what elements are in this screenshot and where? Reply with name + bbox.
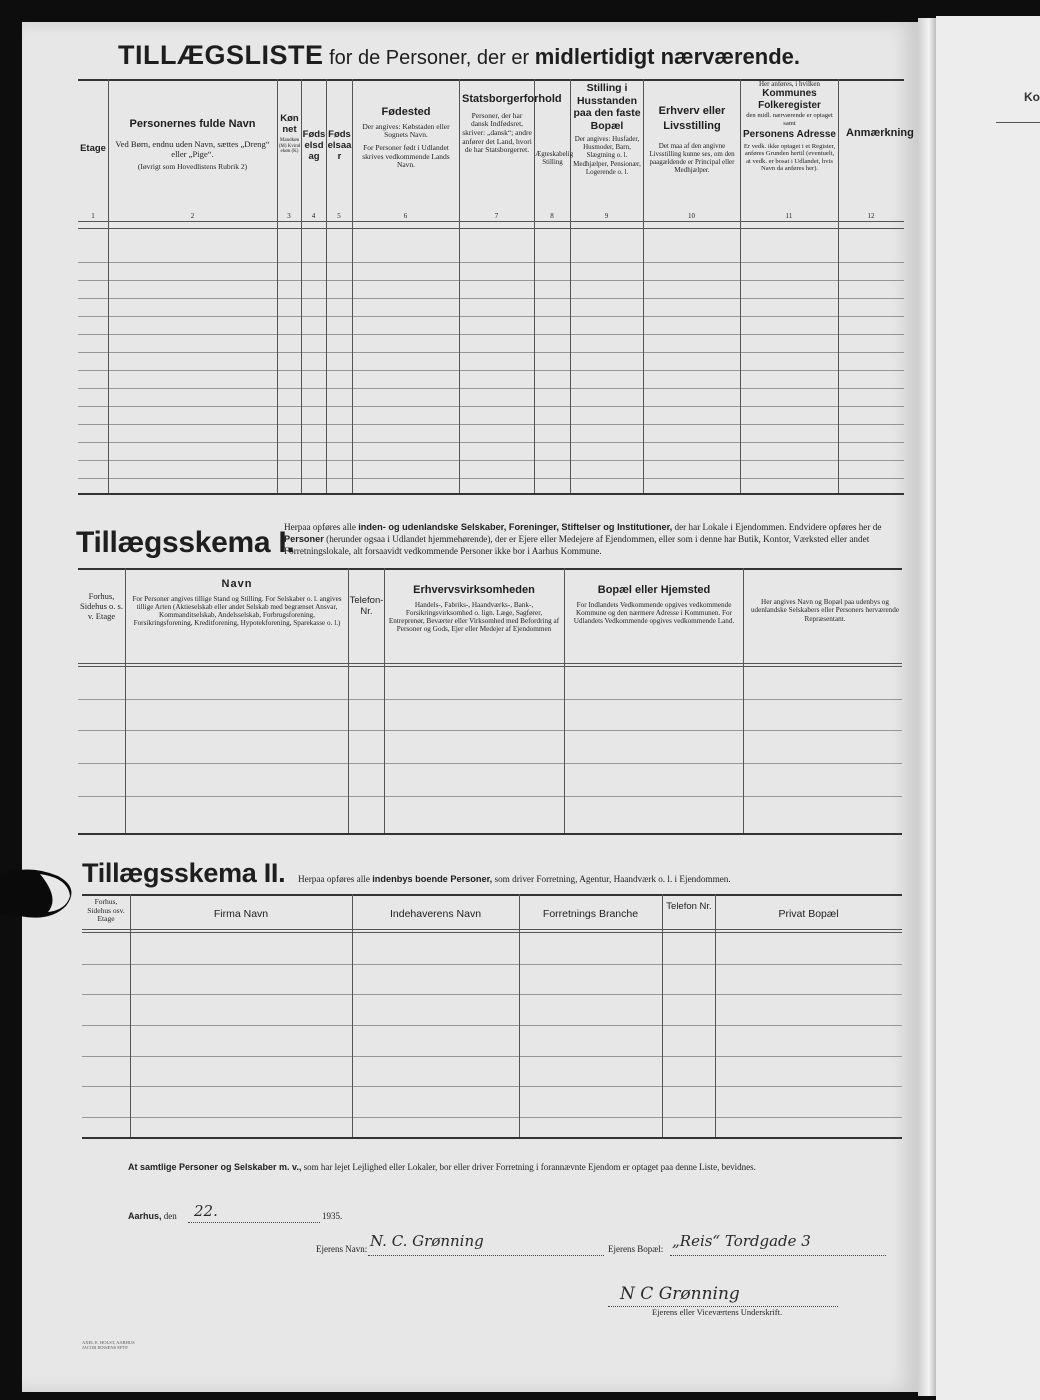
col-number: 1 [91, 212, 95, 220]
book-spine [918, 18, 936, 1396]
date-handwritten[interactable]: 22. [194, 1202, 218, 1220]
col-header-remarks: Anmærkning [846, 127, 914, 139]
form-page [22, 22, 918, 1392]
owner-name-handwritten[interactable]: N. C. Grønning [370, 1232, 484, 1250]
owner-address-handwritten[interactable]: „Reis“ Tordgade 3 [672, 1232, 811, 1250]
s1-header-residence: Bopæl eller Hjemsted For Indlandets Vedkommende opgives vedkommende Kommune og den nærmere Adresse i Kommunen. For Udlandets Vedkommende opgives vedkommende Land. [573, 584, 735, 626]
col-header-gender: Kønnet Mandkøn (M) Kvindekøn (K) [278, 113, 301, 155]
col-number: 8 [550, 212, 554, 220]
s2-header-owner-name: Indehaverens Navn [389, 908, 482, 920]
date-line: Aarhus, den [128, 1211, 177, 1221]
s2-header-firm-name: Firma Navn [213, 908, 269, 920]
col-header-full-name: Personernes fulde Navn Ved Børn, endnu uden Navn, sættes „Dreng“ eller „Pige“. (Iøvrigt som Hovedlistens Rubrik 2) [115, 118, 270, 172]
schedule-1-body[interactable] [125, 666, 902, 833]
col-header-birthplace: Fødested Der angives: Købstaden eller Sognets Navn. For Personer født i Udlandet skrives vedkommende Lands Navn. [362, 106, 450, 170]
owner-name-label: Ejerens Navn: [316, 1244, 368, 1254]
s1-header-name: Navn For Personer angives tillige Stand og Stilling. For Selskaber o. l. angives tillige Arten (Aktieselskab eller andet Selskab med begrænset Ansvar, Kommanditselskab, Andelsselskab, Forbrugsforening, Forsikringsforening, Kreditforening, Hypotekforening, Sparekasse o. l.) [132, 578, 342, 628]
owner-address-label: Ejerens Bopæl: [608, 1244, 664, 1254]
s1-header-business: Erhvervsvirksomheden Handels-, Fabriks-, Haandværks-, Bank-, Forsikringsvirksomhed o. lign. Læge, Sagfører, Entreprenør, Beværter eller Virksomhed med Befordring af Personer og Gods, Ejer eller Medejer af Ejendommen [388, 584, 560, 634]
s2-header-floor: Forhus, Sidehus osv. Etage [87, 897, 125, 924]
s2-header-private-address: Privat Bopæl [778, 908, 839, 920]
col-number: 2 [190, 212, 195, 220]
page-title [118, 40, 918, 71]
attestation-text: At samtlige Personer og Selskaber m. v., som har lejet Lejlighed eller Lokaler, bor eller driver Forretning i forannævnte Ejendom er optaget paa denne Liste, bevidnes. [128, 1162, 756, 1172]
schedule-2-title: Tillægsskema II. [82, 858, 286, 888]
thumb-holding-page [0, 866, 80, 922]
s2-header-phone: Telefon Nr. [666, 901, 712, 912]
col-number: 6 [403, 212, 408, 220]
signature-handwritten[interactable]: N C Grønning [620, 1284, 740, 1304]
schedule-2-body[interactable] [130, 932, 902, 1137]
col-header-address: Her anføres, i hvilken Kommunes Folkeregister den midl. nærværende er optaget samt Personens Adresse Er vedk. ikke optaget i et Register, anføres Grunden hertil (eventuelt, at vedk. er bosat i Udlandet, hvis Navn da anføres her). [742, 80, 836, 173]
title-strong: midlertidigt nærværende. [534, 44, 801, 69]
signature-label: Ejerens eller Viceværtens Underskrift. [652, 1307, 783, 1317]
title-main: TILLÆGSLISTE [118, 40, 324, 70]
col-number: 9 [604, 212, 609, 220]
schedule-2-intro: Herpaa opføres alle indenbys boende Personer, som driver Forretning, Agentur, Haandværk o. l. i Ejendommen. [298, 874, 731, 884]
year-label: 1935. [322, 1211, 343, 1221]
col-number: 4 [311, 212, 316, 220]
s2-header-branch: Forretnings Branche [542, 908, 639, 920]
s1-header-floor: Forhus, Sidehus o. s. v. Etage [80, 591, 123, 621]
col-header-birthyear: Fødselsaar [327, 129, 352, 162]
col-header-marital-status: Ægteskabelig Stilling [535, 150, 574, 167]
col-number: 11 [785, 212, 793, 220]
col-number: 10 [688, 212, 695, 220]
col-header-citizenship: Statsborgerforhold Personer, der har dansk Indfødsret, skriver: „dansk“; andre anfører det Land, hvori de har Statsborgerret. [462, 93, 562, 155]
s1-header-phone: Telefon-Nr. [349, 595, 384, 617]
facing-page [936, 16, 1040, 1400]
schedule-1-intro: Herpaa opføres alle inden- og udenlandske Selskaber, Foreninger, Stiftelser og Institutioner, der har Lokale i Ejendommen. Endvidere opføres her de Personer (herunder ogsaa i Udlandet hjemmehørende), der er Ejere eller Medejere af Ejendommen, eller som i denne har Butik, Kontor, Værksted eller andet Forretningslokale, alt forsaavidt vedkommende Personer ikke bor i Aarhus Kommune. [284, 522, 882, 556]
col-header-occupation: Erhverv eller Livsstilling Det maa af den angivne Livsstilling kunne ses, om den paagældende er Principal eller Medhjælper. [649, 105, 735, 174]
printer-imprint: AXEL E. HOLST, AARHUS JACOB JENSENS EFTF. [82, 1340, 135, 1351]
facing-page-fragment: Ko [1024, 90, 1040, 104]
col-header-household-position: Stilling i Husstanden paa den faste Bopæl Der angives: Husfader, Husmoder, Barn, Slægtning o. l. Medhjælper, Pensionær, Logerende o. l. [573, 82, 641, 176]
col-number: 12 [867, 212, 875, 220]
supplement-list-body[interactable] [108, 228, 904, 493]
col-number: 5 [337, 212, 341, 220]
col-header-birthday: Fødselsdag [302, 129, 326, 162]
s1-header-representative: Her angives Navn og Bopæl paa udenbys og udenlandske Selskabers eller Personers herværende Repræsentant. [750, 598, 900, 623]
col-header-etage: Etage [80, 143, 106, 154]
col-number: 7 [494, 212, 499, 220]
col-number: 3 [287, 212, 291, 220]
title-mid: for de Personer, der er [329, 47, 530, 69]
schedule-1-title: Tillægsskema I. [76, 526, 295, 559]
